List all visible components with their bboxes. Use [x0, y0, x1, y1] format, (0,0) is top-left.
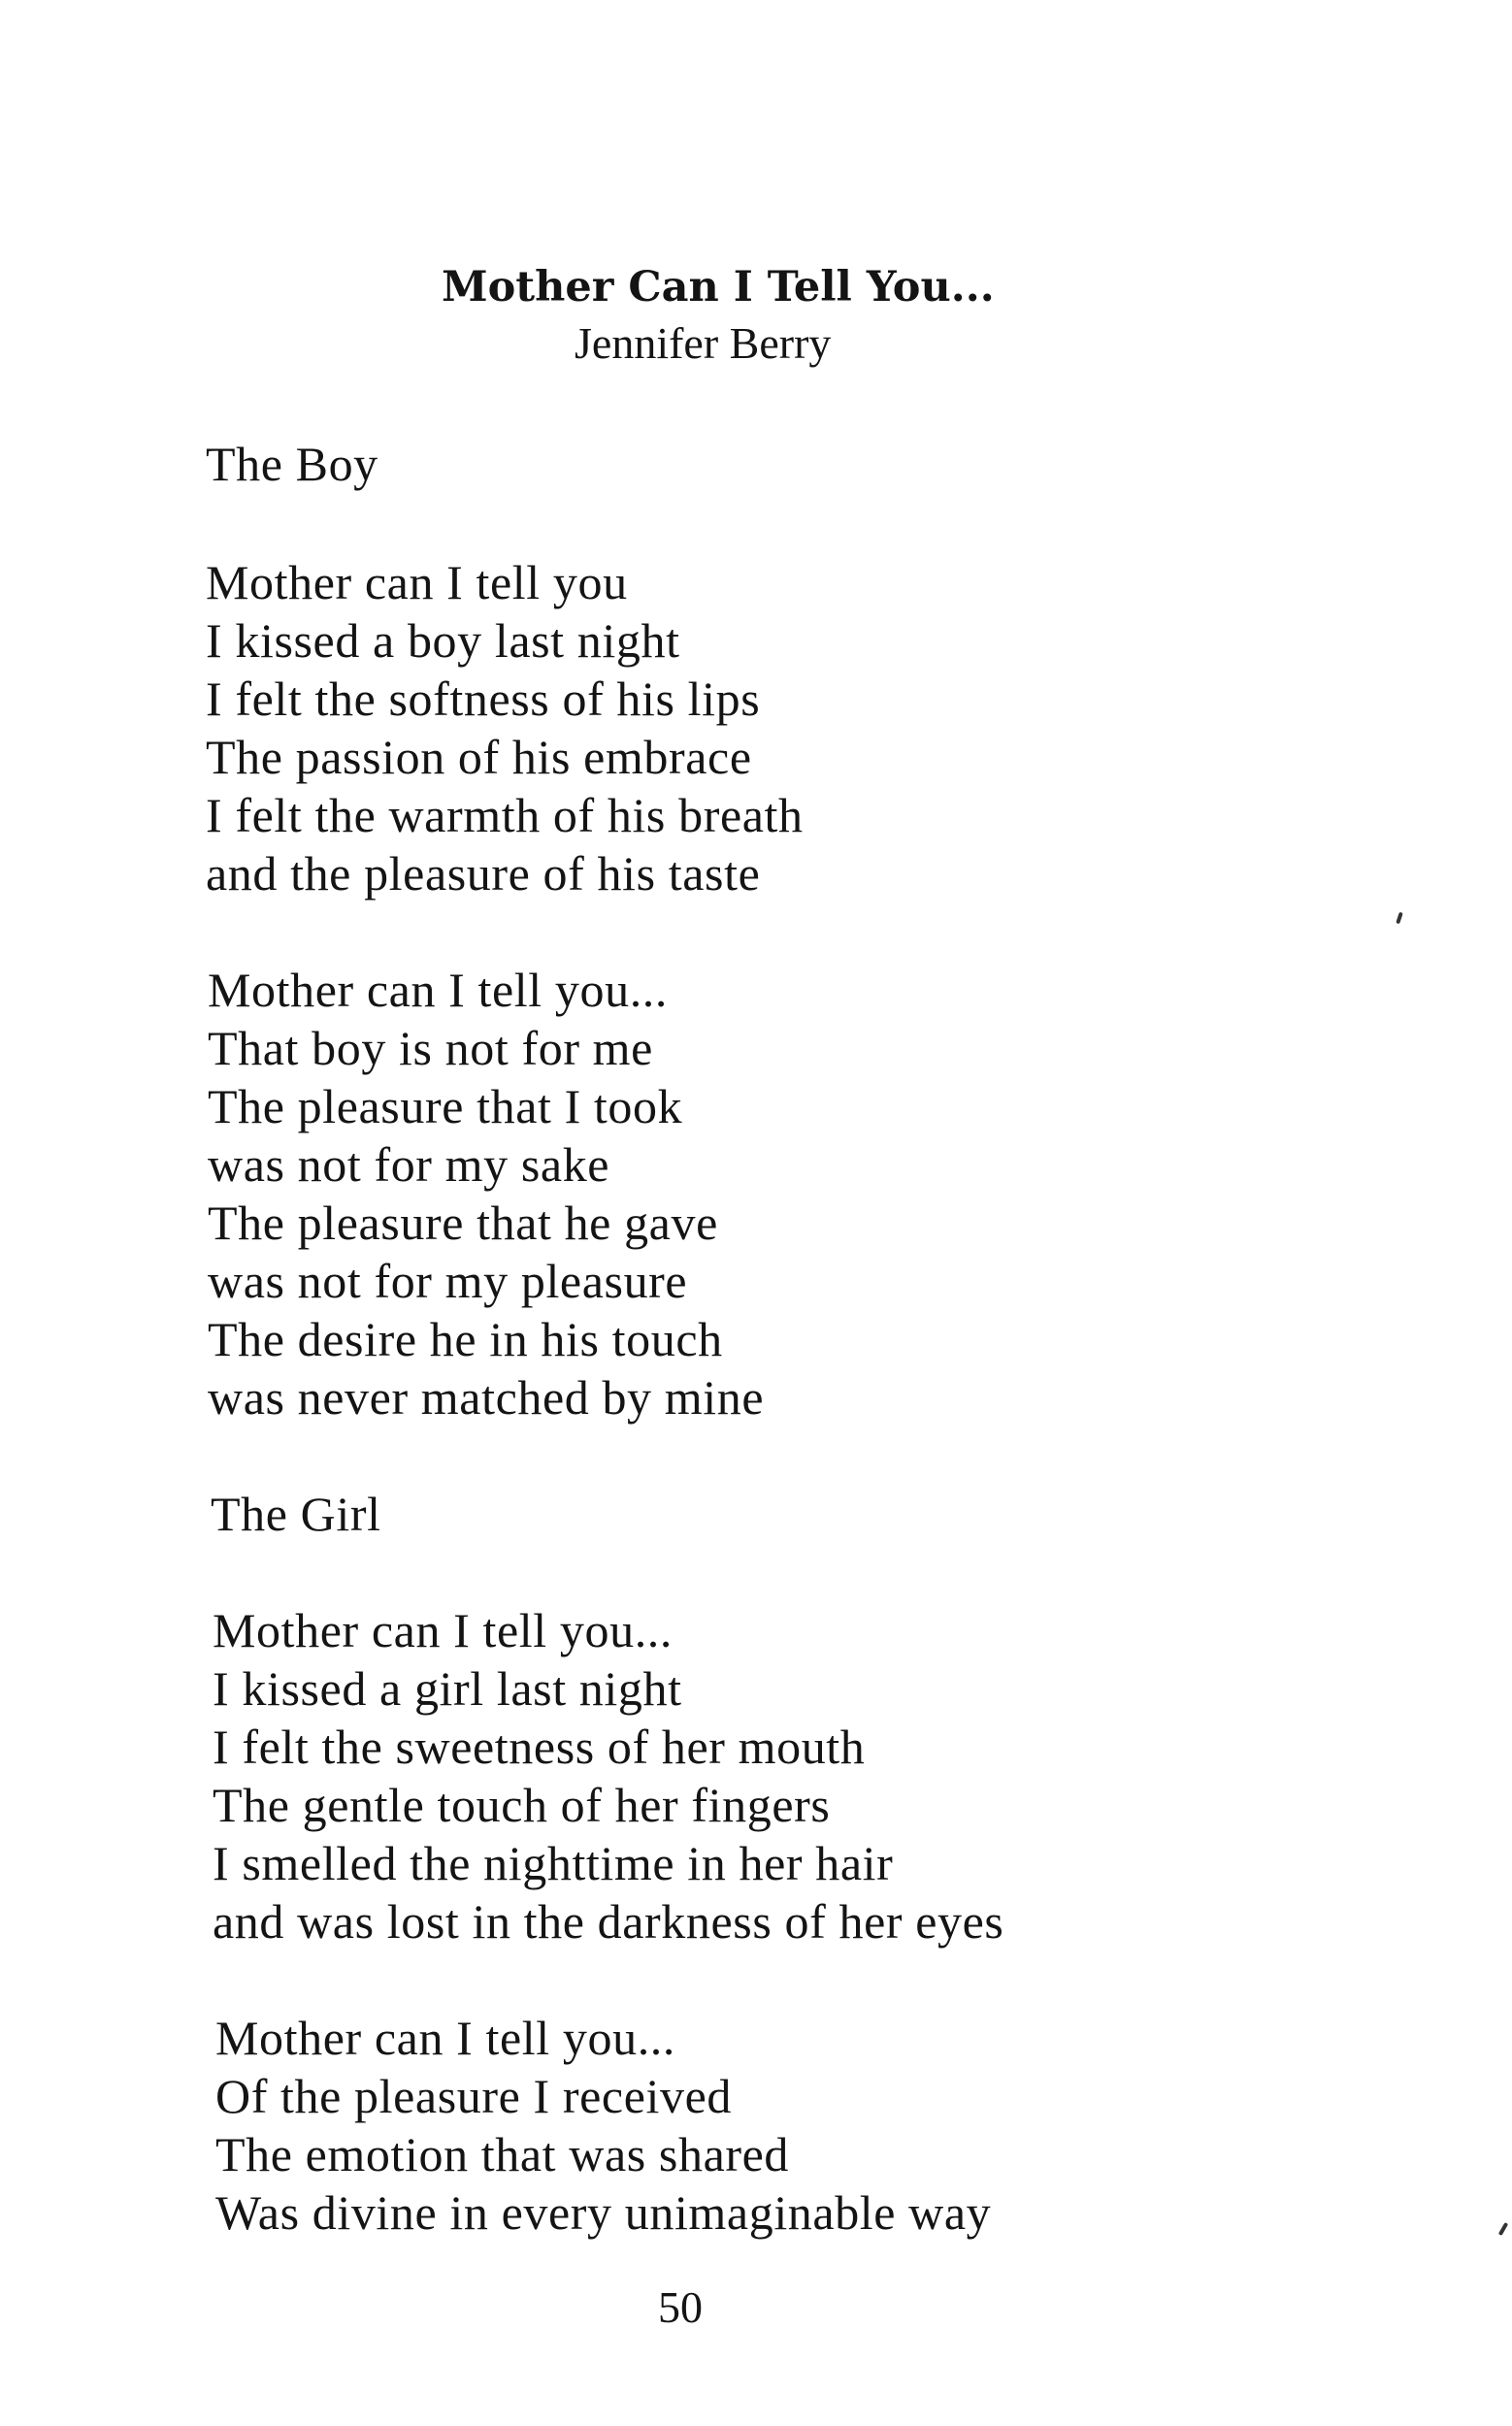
poem-line: Of the pleasure I received: [215, 2069, 732, 2123]
poem-line: was not for my sake: [208, 1137, 610, 1192]
poem-title: Mother Can I Tell You...: [442, 263, 995, 311]
poem-line: was not for my pleasure: [208, 1254, 688, 1308]
poem-line: The pleasure that he gave: [208, 1196, 718, 1250]
poem-author: Jennifer Berry: [575, 318, 832, 368]
poem-line: I kissed a girl last night: [213, 1661, 682, 1716]
poem-line: I felt the warmth of his breath: [206, 788, 804, 842]
poem-line: The desire he in his touch: [208, 1312, 723, 1366]
poem-line: was never matched by mine: [208, 1370, 765, 1425]
poem-line: The gentle touch of her fingers: [213, 1778, 831, 1832]
poem-line: The pleasure that I took: [208, 1079, 683, 1133]
poem-line: I kissed a boy last night: [206, 613, 680, 668]
scan-speck: [1498, 2222, 1508, 2236]
poem-line: Mother can I tell you: [206, 555, 628, 609]
poem-line: Mother can I tell you...: [213, 1603, 673, 1657]
poem-line: That boy is not for me: [208, 1021, 653, 1075]
poem-line: I felt the softness of his lips: [206, 672, 761, 726]
poem-line: The emotion that was shared: [215, 2127, 790, 2181]
poem-line: and the pleasure of his taste: [206, 846, 761, 901]
scan-speck: [1396, 912, 1403, 925]
poem-line: Was divine in every unimaginable way: [215, 2185, 992, 2240]
poem-line: and was lost in the darkness of her eyes: [213, 1894, 1004, 1949]
poem-line: The passion of his embrace: [206, 730, 752, 784]
page-number: 50: [658, 2282, 703, 2332]
poem-line: I felt the sweetness of her mouth: [213, 1720, 866, 1774]
poem-line: Mother can I tell you...: [208, 963, 668, 1017]
section-heading-boy: The Boy: [206, 437, 378, 491]
poem-line: Mother can I tell you...: [215, 2011, 675, 2065]
section-heading-girl: The Girl: [211, 1487, 381, 1541]
poem-line: I smelled the nighttime in her hair: [213, 1836, 894, 1890]
